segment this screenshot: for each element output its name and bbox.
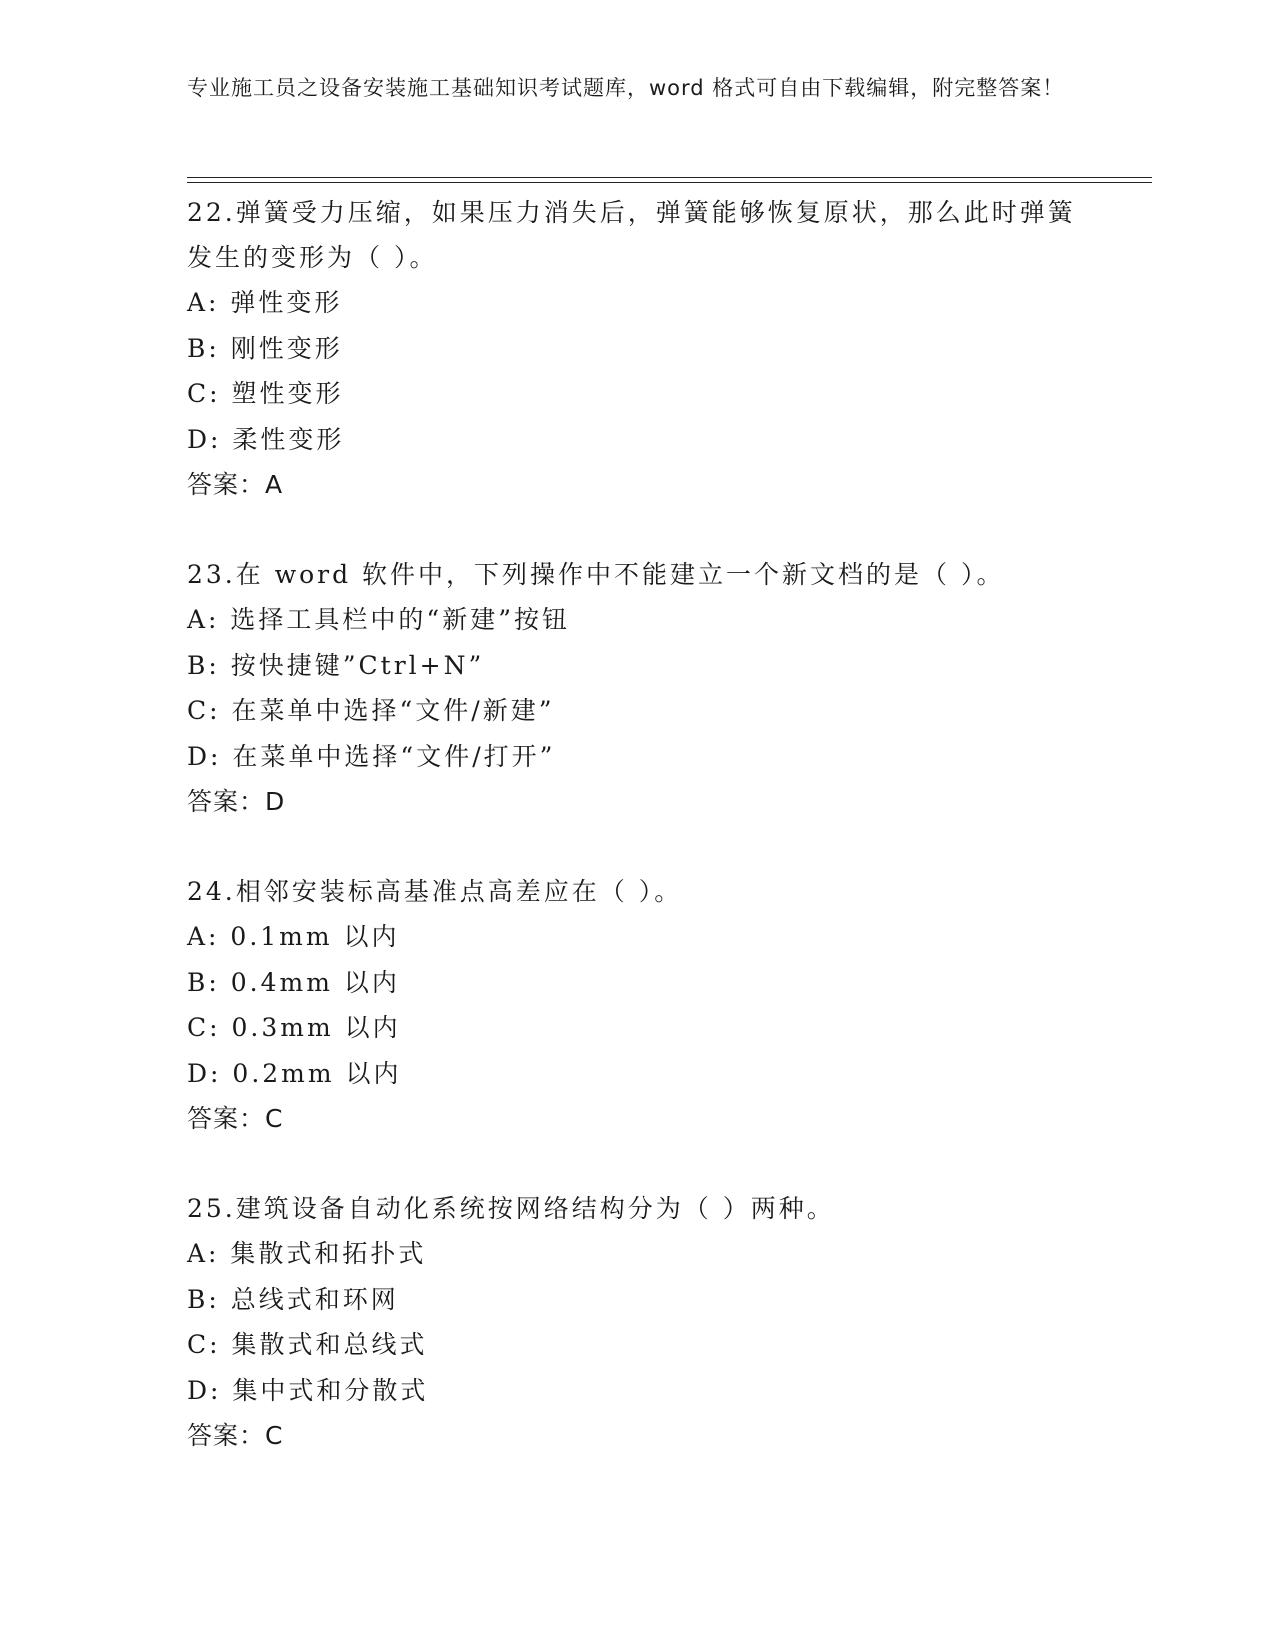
question-23 [187,552,1087,825]
option-a: A: 弹性变形 [187,288,343,317]
header-divider-bottom [187,182,1152,183]
document-header: 专业施工员之设备安装施工基础知识考试题库，word 格式可自由下载编辑，附完整答案！ [187,76,1065,100]
question-25 [187,1186,1087,1459]
answer-line: 答案：C [187,1421,284,1450]
option-c: C: 塑性变形 [187,379,344,408]
question-stem: 24.相邻安装标高基准点高差应在（ ）。 [187,877,683,906]
option-c: C: 在菜单中选择“文件/新建” [187,696,555,725]
option-d: D: 集中式和分散式 [187,1375,429,1405]
option-d: D: 柔性变形 [187,424,345,454]
option-a: A: 选择工具栏中的“新建”按钮 [187,605,570,634]
question-22 [187,190,1087,508]
header-divider-top [187,177,1152,178]
option-b: B: 按快捷键”Ctrl+N” [187,650,485,680]
option-b: B: 总线式和环网 [187,1284,399,1314]
option-c: C: 0.3mm 以内 [187,1013,401,1042]
answer-line: 答案：D [187,787,286,816]
option-b: B: 刚性变形 [187,333,343,363]
question-stem: 23.在 word 软件中，下列操作中不能建立一个新文档的是（ ）。 [187,560,1005,589]
answer-line: 答案：A [187,470,284,499]
option-a: A: 0.1mm 以内 [187,922,400,951]
question-stem: 22.弹簧受力压缩，如果压力消失后，弹簧能够恢复原状，那么此时弹簧发生的变形为（ ）。 [187,198,1076,272]
answer-line: 答案：C [187,1104,284,1133]
option-d: D: 在菜单中选择“文件/打开” [187,741,556,771]
option-c: C: 集散式和总线式 [187,1330,428,1359]
option-d: D: 0.2mm 以内 [187,1058,402,1088]
question-24 [187,869,1087,1142]
question-list [187,190,1087,1503]
option-a: A: 集散式和拓扑式 [187,1239,427,1268]
question-stem: 25.建筑设备自动化系统按网络结构分为（ ）两种。 [187,1194,835,1223]
option-b: B: 0.4mm 以内 [187,967,400,997]
